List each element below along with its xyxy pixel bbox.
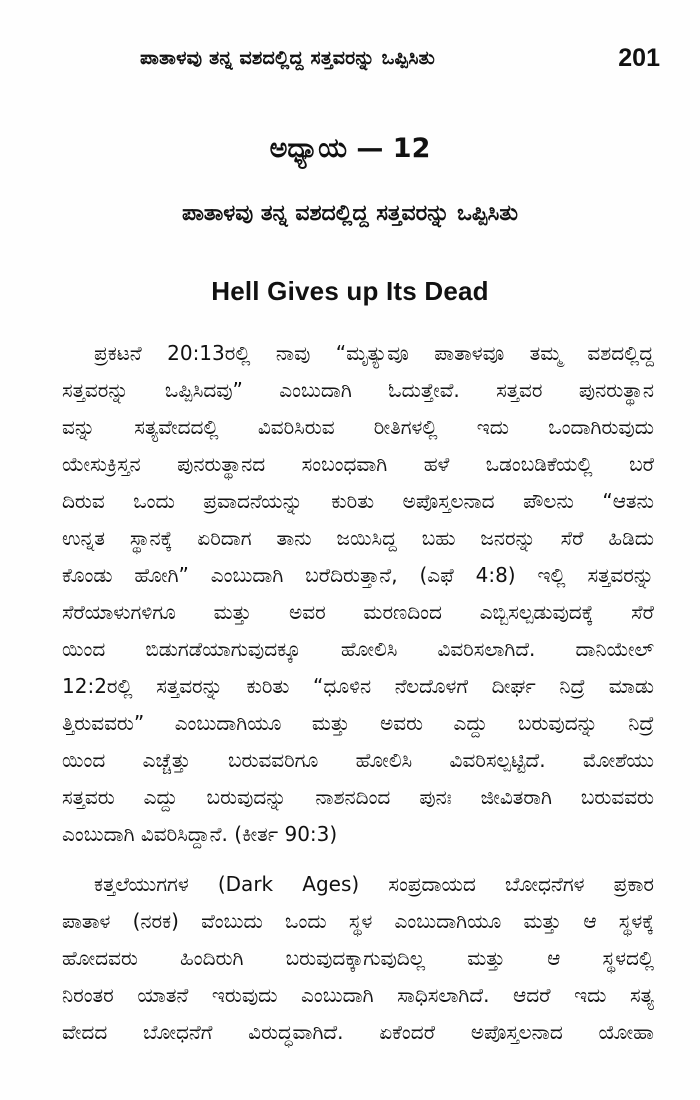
text-line: ಉನ್ನತ ಸ್ಥಾನಕ್ಕೆ ಏರಿದಾಗ ತಾನು ಜಯಿಸಿದ್ದ ಬಹು ಜನರನ್ನು ಸೆರೆ ಹಿಡಿದು [62,526,654,550]
text-line: 12:2ರಲ್ಲಿ ಸತ್ತವರನ್ನು ಕುರಿತು “ಧೂಳಿನ ನೆಲದೊಳಗೆ ದೀರ್ಘ ನಿದ್ರೆ ಮಾಡು [62,674,654,698]
text-line: ಸೆರೆಯಾಳುಗಳಿಗೂ ಮತ್ತು ಅವರ ಮರಣದಿಂದ ಎಬ್ಬಿಸಲ್ಪಡುವುದಕ್ಕೆ ಸೆರೆ [62,600,654,624]
page-number: 201 [618,43,660,72]
text-line: ಯಿಂದ ಬಿಡುಗಡೆಯಾಗುವುದಕ್ಕೂ ಹೋಲಿಸಿ ವಿವರಿಸಲಾಗಿದೆ. ದಾನಿಯೇಲ್ [62,637,654,661]
text-line: ಕತ್ತಲೆಯುಗಗಳ (Dark Ages) ಸಂಪ್ರದಾಯದ ಬೋಧನೆಗಳ ಪ್ರಕಾರ [94,872,654,896]
text-line: ಯಿಂದ ಎಚ್ಚೆತ್ತು ಬರುವವರಿಗೂ ಹೋಲಿಸಿ ವಿವರಿಸಲ್ಪಟ್ಟಿದೆ. ಮೋಶೆಯು [62,748,654,772]
text-line: ಸತ್ತವರನ್ನು ಒಪ್ಪಿಸಿದವು” ಎಂಬುದಾಗಿ ಓದುತ್ತೇವೆ. ಸತ್ತವರ ಪುನರುತ್ಥಾನ [62,378,654,402]
text-line: ಪ್ರಕಟನೆ 20:13ರಲ್ಲಿ ನಾವು “ಮೃತ್ಯುವೂ ಪಾತಾಳವೂ ತಮ್ಮ ವಶದಲ್ಲಿದ್ದ [94,341,654,365]
english-chapter-title: Hell Gives up Its Dead [211,276,489,306]
text-line: ವೇದದ ಬೋಧನೆಗೆ ವಿರುದ್ಧವಾಗಿದೆ. ಏಕೆಂದರೆ ಅಪೊಸ್ತಲನಾದ ಯೋಹಾ [62,1020,654,1044]
text-line: ಎಂಬುದಾಗಿ ವಿವರಿಸಿದ್ದಾನೆ. (ಕೀರ್ತ 90:3) [62,822,338,846]
chapter-heading: ಅಧ್ಯಾಯ — 12 [269,133,431,164]
body-paragraph-1 [62,335,654,853]
running-header [140,40,660,76]
running-title: ಪಾತಾಳವು ತನ್ನ ವಶದಲ್ಲಿದ್ದ ಸತ್ತವರನ್ನು ಒಪ್ಪಿಸಿತು [140,47,435,69]
text-line: ತ್ತಿರುವವರು” ಎಂಬುದಾಗಿಯೂ ಮತ್ತು ಅವರು ಎದ್ದು ಬರುವುದನ್ನು ನಿದ್ರೆ [62,711,654,735]
text-line: ಯೇಸುಕ್ರಿಸ್ತನ ಪುನರುತ್ಥಾನದ ಸಂಬಂಧವಾಗಿ ಹಳೆ ಒಡಂಬಡಿಕೆಯಲ್ಲಿ ಬರೆ [62,452,654,476]
body-paragraph-2 [62,866,654,1051]
text-line: ನಿರಂತರ ಯಾತನೆ ಇರುವುದು ಎಂಬುದಾಗಿ ಸಾಧಿಸಲಾಗಿದೆ. ಆದರೆ ಇದು ಸತ್ಯ [62,983,654,1007]
text-line: ಹೋದವರು ಹಿಂದಿರುಗಿ ಬರುವುದಕ್ಕಾಗುವುದಿಲ್ಲ ಮತ್ತು ಆ ಸ್ಥಳದಲ್ಲಿ [62,946,654,970]
kannada-chapter-title: ಪಾತಾಳವು ತನ್ನ ವಶದಲ್ಲಿದ್ದ ಸತ್ತವರನ್ನು ಒಪ್ಪಿಸಿತು [182,201,518,226]
text-line: ವನ್ನು ಸತ್ಯವೇದದಲ್ಲಿ ವಿವರಿಸಿರುವ ರೀತಿಗಳಲ್ಲಿ ಇದು ಒಂದಾಗಿರುವುದು [62,415,654,439]
text-line: ಸತ್ತವರು ಎದ್ದು ಬರುವುದನ್ನು ನಾಶನದಿಂದ ಪುನಃ ಜೀವಿತರಾಗಿ ಬರುವವರು [62,785,654,809]
text-line: ದಿರುವ ಒಂದು ಪ್ರವಾದನೆಯನ್ನು ಕುರಿತು ಅಪೊಸ್ತಲನಾದ ಪೌಲನು “ಆತನು [62,489,654,513]
text-line: ಕೊಂಡು ಹೋಗಿ” ಎಂಬುದಾಗಿ ಬರೆದಿರುತ್ತಾನೆ, (ಎಫೆ 4:8) ಇಲ್ಲಿ ಸತ್ತವರನ್ನು [62,563,654,587]
text-line: ಪಾತಾಳ (ನರಕ) ವೆಂಬುದು ಒಂದು ಸ್ಥಳ ಎಂಬುದಾಗಿಯೂ ಮತ್ತು ಆ ಸ್ಥಳಕ್ಕೆ [62,909,654,933]
